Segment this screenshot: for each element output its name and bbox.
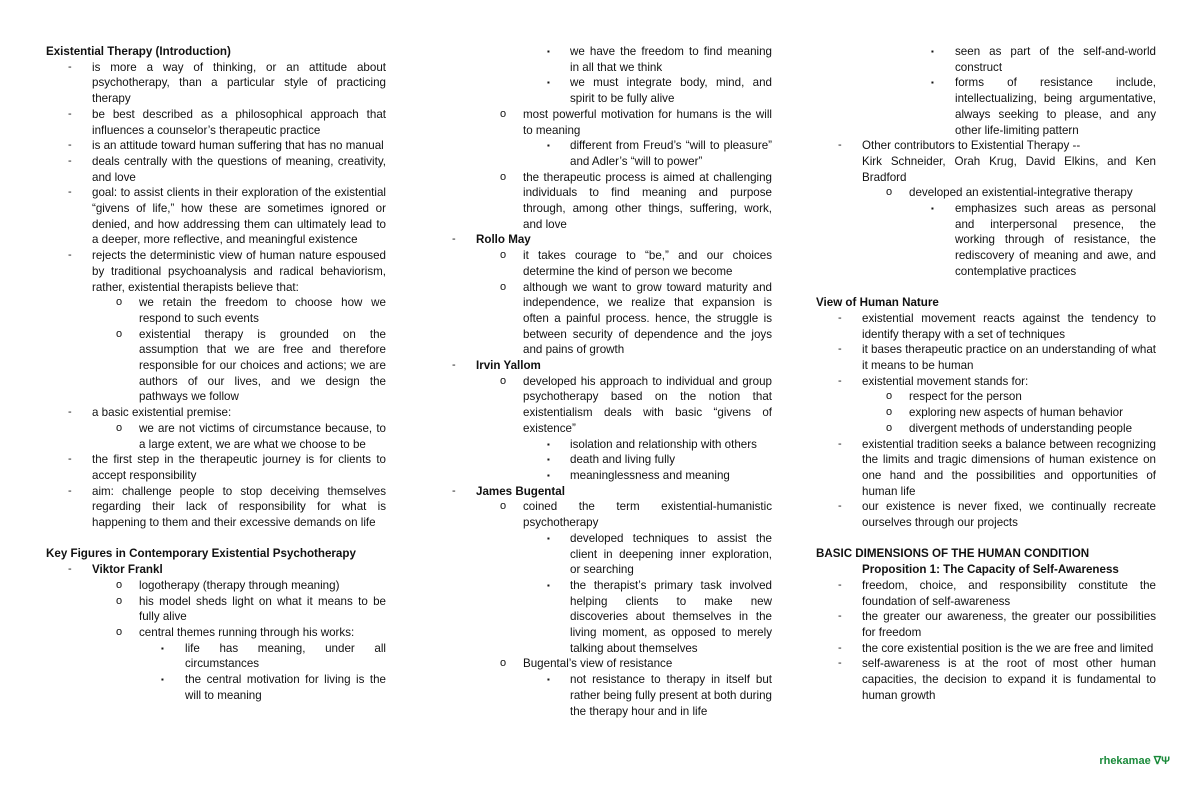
bullet-marker: o [116,296,123,309]
list-item-text: coined the term existential-humanistic psychotherapy [523,500,772,530]
list-item [452,452,772,468]
list-item-text: self-awareness is at the root of most other human capacities, the decision to expand it is fundamental to human growth [862,657,1156,702]
list-item-text: rejects the deterministic view of human nature espoused by traditional psychoanalysis and radical behaviorism, rather, existential therapists believe that: [92,249,386,294]
bullet-marker: ▪ [931,204,934,214]
list-item-text: meaninglessness and meaning [570,468,730,482]
bullet-marker: - [838,311,842,324]
bullet-marker: - [68,107,72,120]
list-item [452,358,772,374]
list-item [452,232,772,248]
list-item [46,641,386,672]
list-item [452,578,772,657]
list-item [816,138,1156,154]
list-item-text: it takes courage to “be,” and our choices determine the kind of person we become [523,249,772,278]
list-item [816,609,1156,640]
list-item-text: the therapeutic process is aimed at challenging individuals to find meaning and purpose through, among other things, suffering, work, and love [523,170,772,231]
list-item-text: not resistance to therapy in itself but rather being fully present at both during the therapy hour and in life [570,673,772,718]
list-item-text: existential movement reacts against the tendency to identify therapy with a set of techniques [862,311,1156,341]
list-item-text: the first step in the therapeutic journey is for clients to accept responsibility [92,453,386,482]
list-item [46,562,386,578]
list-item [816,201,1156,280]
bullet-marker: ▪ [547,580,550,590]
list-item-text: the therapist’s primary task involved helping clients to make new discoveries about themselves in the living moment, as opposed to merely talking about themselves [570,578,772,655]
section-heading: View of Human Nature [816,296,939,310]
bullet-marker: - [838,641,842,654]
list-item-text: Irvin Yallom [476,359,541,373]
list-item-text: existential tradition seeks a balance between recognizing the limits and tragic dimensions of human existence on one hand and the possibilities and opportunities of human life [862,437,1156,498]
list-item-text: divergent methods of understanding people [909,421,1133,435]
list-item [46,248,386,295]
bullet-marker: ▪ [547,439,550,449]
list-item [46,594,386,625]
bullet-marker: - [68,406,72,419]
bullet-marker: ▪ [931,47,934,56]
list-item [46,452,386,483]
bullet-marker: o [500,170,507,183]
list-item [816,389,1156,405]
bullet-marker: ▪ [547,675,550,685]
list-item-text: seen as part of the self-and-world construct [955,45,1156,74]
list-item [46,138,386,154]
list-item-text: we are not victims of circumstance because, to a large extent, we are what we choose to be [139,421,386,451]
list-item-text: existential therapy is grounded on the assumption that we are free and therefore responsible for our choices and actions; we are authors of our lives, and we design the pathways we follow [139,327,386,404]
list-item [46,672,386,703]
list-item [452,44,772,75]
bullet-marker: - [452,233,456,246]
list-item-text: we must integrate body, mind, and spirit to be fully alive [570,76,772,106]
bullet-marker: - [838,657,842,670]
list-item-text: central themes running through his works: [139,626,355,639]
list-item [452,138,772,169]
list-item-text: aim: challenge people to stop deceiving themselves regarding their lack of responsibility for what is happening to them and their excessive demands on life [92,484,386,530]
bullet-marker: - [838,500,842,513]
section-heading: Existential Therapy (Introduction) [46,45,231,58]
bullet-marker: - [838,437,842,450]
list-item [452,437,772,453]
list-item [816,578,1156,609]
bullet-marker: o [500,657,507,670]
bullet-marker: - [68,453,72,466]
bullet-marker: o [116,626,123,638]
list-item [46,421,386,452]
list-item-text: is an attitude toward human suffering that has no manual [92,139,384,153]
list-item [452,170,772,233]
bullet-marker: - [838,578,842,591]
bullet-marker: o [116,327,123,340]
list-item-text: death and living fully [570,453,676,467]
bullet-marker: o [500,374,507,387]
bullet-marker: ▪ [547,470,550,480]
bullet-marker: - [452,359,456,372]
list-item [46,295,386,326]
section-heading: Key Figures in Contemporary Existential Psychotherapy [46,547,356,561]
bullet-marker: o [886,406,893,419]
bullet-marker: - [68,154,72,167]
bullet-marker: - [68,249,72,262]
list-item [452,499,772,530]
list-item [816,374,1156,390]
list-item-text: the central motivation for living is the will to meaning [185,673,386,702]
list-item-text: emphasizes such areas as personal and interpersonal presence, the working through of resistance, the rediscovery of meaning and awe, and contemplative practices [955,202,1156,278]
list-item [452,531,772,578]
list-item [46,107,386,138]
list-item [452,75,772,106]
list-item-text: deals centrally with the questions of meaning, creativity, and love [92,154,386,184]
list-item-text: developed techniques to assist the client in deepening inner exploration, or searching [570,531,772,577]
list-item-text: life has meaning, under all circumstances [185,641,386,671]
blank-line [816,531,1156,547]
list-item-text: isolation and relationship with others [570,437,757,451]
list-item-text: developed an existential-integrative therapy [909,186,1133,200]
bullet-marker: o [116,578,123,591]
list-item-text: we retain the freedom to choose how we respond to such events [139,296,386,325]
list-item [816,641,1156,657]
bullet-marker: ▪ [547,78,550,88]
list-item [816,75,1156,138]
bullet-marker: ▪ [547,47,550,56]
list-item [452,484,772,500]
bullet-marker: o [500,280,507,293]
bullet-marker: - [68,139,72,152]
list-item [46,327,386,406]
list-item [46,185,386,248]
bullet-marker: - [452,484,456,497]
list-item-text: the core existential position is the we are free and limited [862,641,1154,655]
list-item [46,625,386,641]
list-item-text: it bases therapeutic practice on an understanding of what it means to be human [862,343,1156,373]
list-item [46,484,386,531]
list-item [452,656,772,672]
proposition-heading: Proposition 1: The Capacity of Self-Awareness [862,563,1119,577]
blank-line [46,531,386,547]
list-item [46,405,386,421]
list-item [452,374,772,437]
author-signature: rhekamae ∇Ψ [1099,755,1170,767]
list-item-text: exploring new aspects of human behavior [909,406,1123,420]
list-item [816,656,1156,703]
list-item-text: Rollo May [476,233,531,247]
column-right [816,44,1156,704]
list-item [46,60,386,107]
list-item [816,185,1156,201]
bullet-marker: ▪ [161,643,164,653]
bullet-marker: - [68,484,72,497]
bullet-marker: - [838,139,842,152]
list-item-text: Viktor Frankl [92,563,163,577]
bullet-marker: o [500,500,507,513]
blank-line [816,280,1156,296]
list-item-text: although we want to grow toward maturity and independence, we realize that expansion is often a painful process. hence, the struggle is between security of dependence and the joys and pains of growth [523,280,772,357]
list-item-text: the greater our awareness, the greater our possibilities for freedom [862,610,1156,639]
list-item [452,468,772,484]
list-item-text: we have the freedom to find meaning in all that we think [570,45,772,74]
bullet-marker: o [886,390,893,403]
bullet-marker: o [500,249,507,262]
list-item [816,499,1156,530]
list-item [452,280,772,359]
list-item-text: Other contributors to Existential Therapy -- [862,139,1081,153]
list-item [816,311,1156,342]
column-left [46,44,386,704]
bullet-marker: o [116,421,123,434]
bullet-marker: o [116,594,123,607]
list-item-text: James Bugental [476,484,565,498]
list-item-text: his model sheds light on what it means to be fully alive [139,594,386,624]
list-item-text: Bugental’s view of resistance [523,657,673,671]
list-item-text: most powerful motivation for humans is the will to meaning [523,107,772,137]
list-item-text: respect for the person [909,390,1022,404]
list-item [816,421,1156,437]
bullet-marker: - [68,563,72,576]
bullet-marker: - [68,186,72,199]
bullet-marker: o [886,421,893,434]
list-item-text: is more a way of thinking, or an attitude about psychotherapy, than a particular style of practicing therapy [92,60,386,106]
list-item-text: existential movement stands for: [862,374,1029,388]
list-item [452,107,772,138]
bullet-marker: ▪ [547,455,550,465]
list-item-text: different from Freud’s “will to pleasure” and Adler’s “will to power” [570,139,772,168]
bullet-marker: ▪ [931,78,934,88]
list-item [452,672,772,719]
list-item-text: freedom, choice, and responsibility constitute the foundation of self-awareness [862,578,1156,608]
list-item-text: developed his approach to individual and group psychotherapy based on the notion that existentialism deals with basic “givens of existence” [523,374,772,435]
bullet-marker: o [886,186,893,199]
list-item [816,437,1156,500]
continuation-text: Kirk Schneider, Orah Krug, David Elkins, and Ken Bradford [862,154,1156,184]
list-item-text: our existence is never fixed, we continually recreate ourselves through our projects [862,500,1156,530]
bullet-marker: - [838,374,842,387]
list-item-text: be best described as a philosophical approach that influences a counselor’s therapeutic practice [92,107,386,137]
bullet-marker: ▪ [547,141,550,151]
list-item-text: forms of resistance include, intellectualizing, being argumentative, always seeking to please, and any other life-limiting pattern [955,76,1156,137]
bullet-marker: ▪ [161,675,164,685]
bullet-marker: - [838,343,842,356]
list-item-text: goal: to assist clients in their exploration of the existential “givens of life,” how these are sometimes ignored or denied, and how addressing them can ultimately lead to a deeper, more reflective, and meaningful existence [92,186,386,247]
list-item [816,44,1156,75]
column-middle [452,44,772,719]
list-item [816,342,1156,373]
list-item [46,578,386,594]
bullet-marker: o [500,107,507,120]
bullet-marker: - [68,60,72,73]
list-item [816,405,1156,421]
bullet-marker: ▪ [547,533,550,543]
list-item-text: logotherapy (therapy through meaning) [139,578,340,592]
section-heading: BASIC DIMENSIONS OF THE HUMAN CONDITION [816,547,1090,561]
list-item-text: a basic existential premise: [92,406,232,420]
list-item [452,248,772,279]
bullet-marker: - [838,610,842,623]
list-item [46,154,386,185]
